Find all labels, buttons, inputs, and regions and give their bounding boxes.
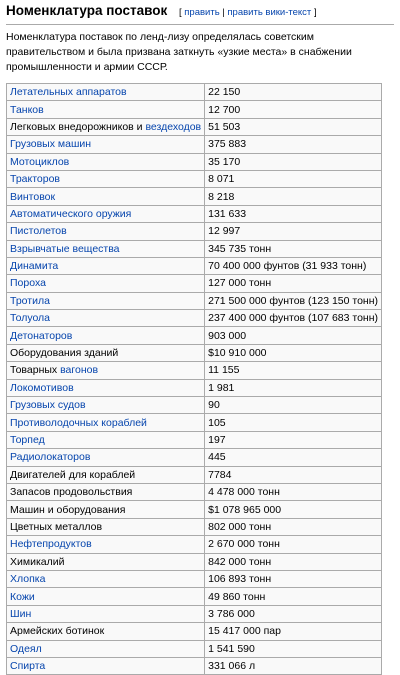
item-name-link[interactable]: Винтовок [10,190,56,203]
item-name-cell [7,483,205,500]
edit-separator: | [222,7,225,18]
item-name-link[interactable]: Радиолокаторов [10,451,91,464]
item-name-link[interactable]: Взрывчатые вещества [10,242,120,255]
item-name-link[interactable]: Толуола [10,312,51,325]
item-name-cell [7,588,205,605]
item-name-cell [7,553,205,570]
item-quantity-cell: 49 860 тонн [205,588,382,605]
item-quantity-cell: 331 066 л [205,657,382,674]
item-quantity-cell: 11 155 [205,362,382,379]
item-quantity-cell: 842 000 тонн [205,553,382,570]
item-name-link[interactable]: Локомотивов [10,381,74,394]
item-name-link[interactable]: Торпед [10,434,45,446]
table-row [7,344,382,361]
table-row [7,397,382,414]
item-name-cell [7,240,205,257]
item-name-cell [7,414,205,431]
item-quantity-cell: $10 910 000 [205,344,382,361]
item-name-cell [7,327,205,344]
item-name-link[interactable]: Одеял [10,642,42,655]
item-name-link[interactable]: Танков [10,103,44,116]
item-name-text: Армейских ботинок [10,625,105,638]
item-quantity-cell: 3 786 000 [205,605,382,622]
item-name-cell [7,397,205,414]
item-name-text: Запасов продовольствия [10,486,133,499]
item-name-cell [7,605,205,622]
item-quantity-cell: 375 883 [205,136,382,153]
item-name-text: Химикалий [10,555,65,568]
item-name-cell [7,362,205,379]
item-name-text: Цветных металлов [10,520,103,533]
item-name-text: Двигателей для кораблей [10,468,136,481]
item-quantity-cell: 12 997 [205,223,382,240]
table-row [7,605,382,622]
item-quantity-cell: 106 893 тонн [205,570,382,587]
item-name-cell [7,257,205,274]
section-title: Номенклатура поставок [6,3,168,18]
item-name-link[interactable]: Хлопка [10,573,46,586]
table-row [7,570,382,587]
table-row [7,414,382,431]
item-name-cell [7,379,205,396]
item-name-cell [7,292,205,309]
item-name-link[interactable]: Грузовых машин [10,138,92,151]
table-row [7,170,382,187]
item-name-link[interactable]: Спирта [10,660,46,673]
table-row [7,431,382,448]
table-row [7,518,382,535]
table-row [7,153,382,170]
item-name-cell [7,449,205,466]
item-name-link[interactable]: Противолодочных кораблей [10,416,147,429]
item-name-link[interactable]: вездеходов [145,120,202,133]
item-name-link[interactable]: Динамита [10,260,59,273]
table-row [7,379,382,396]
item-quantity-cell: 15 417 000 пар [205,623,382,640]
table-row [7,640,382,657]
edit-bracket-close: ] [313,7,317,18]
table-row [7,223,382,240]
item-name-link[interactable]: Нефтепродуктов [10,538,92,551]
item-name-link[interactable]: Летательных аппаратов [10,86,127,99]
table-row [7,536,382,553]
item-name-link[interactable]: Шин [10,607,32,620]
section-heading [6,2,394,25]
item-name-link[interactable]: Тротила [10,294,50,307]
item-quantity-cell: 7784 [205,466,382,483]
item-name-link[interactable]: Автоматического оружия [10,207,132,220]
item-name-cell [7,136,205,153]
table-row [7,483,382,500]
item-name-text: Товарных [10,364,61,377]
item-name-link[interactable]: Пистолетов [10,225,67,238]
item-quantity-cell: 237 400 000 фунтов (107 683 тонн) [205,310,382,327]
item-name-cell [7,501,205,518]
item-name-cell [7,205,205,222]
item-name-cell [7,344,205,361]
item-quantity-cell: 90 [205,397,382,414]
table-row [7,292,382,309]
table-row [7,466,382,483]
item-name-cell [7,657,205,674]
item-name-cell [7,118,205,135]
item-quantity-cell: 22 150 [205,84,382,101]
item-quantity-cell: 197 [205,431,382,448]
item-name-link[interactable]: Пороха [10,277,46,290]
table-row [7,362,382,379]
item-name-cell [7,84,205,101]
table-row [7,257,382,274]
table-row [7,275,382,292]
edit-links [179,7,317,18]
table-row [7,553,382,570]
item-quantity-cell: 12 700 [205,101,382,118]
item-name-link[interactable]: вагонов [60,364,99,377]
item-quantity-cell: 2 670 000 тонн [205,536,382,553]
table-row [7,240,382,257]
item-name-cell [7,640,205,657]
item-name-link[interactable]: Детонаторов [10,329,73,342]
item-quantity-cell: 445 [205,449,382,466]
supply-table-body [7,84,382,675]
supply-table [6,83,382,675]
item-quantity-cell: 35 170 [205,153,382,170]
edit-link[interactable]: править [184,7,220,18]
table-row [7,623,382,640]
intro-paragraph: Номенклатура поставок по ленд-лизу определялась советским правительством и была призвана заткнуть «узкие места» в снабжении промышленности и армии СССР. [6,31,352,73]
item-name-cell [7,536,205,553]
item-quantity-cell: 70 400 000 фунтов (31 933 тонн) [205,257,382,274]
table-row [7,118,382,135]
item-name-cell [7,101,205,118]
item-name-cell [7,431,205,448]
table-row [7,501,382,518]
edit-wikitext-link[interactable]: править вики-текст [227,7,312,18]
item-quantity-cell: 127 000 тонн [205,275,382,292]
item-quantity-cell: 131 633 [205,205,382,222]
item-name-cell [7,623,205,640]
item-name-cell [7,153,205,170]
item-name-text: Легковых внедорожников и [10,120,146,133]
item-name-link[interactable]: Грузовых судов [10,399,86,412]
table-row [7,588,382,605]
item-quantity-cell: 1 541 590 [205,640,382,657]
item-quantity-cell: 345 735 тонн [205,240,382,257]
table-row [7,101,382,118]
item-name-link[interactable]: Тракторов [10,173,61,186]
item-quantity-cell: 8 218 [205,188,382,205]
item-name-link[interactable]: Кожи [10,590,35,603]
item-quantity-cell: 903 000 [205,327,382,344]
item-quantity-cell: 51 503 [205,118,382,135]
edit-bracket-open: [ [179,7,182,18]
table-row [7,205,382,222]
item-name-cell [7,188,205,205]
item-name-link[interactable]: Мотоциклов [10,155,70,168]
item-name-cell [7,275,205,292]
item-name-cell [7,310,205,327]
table-row [7,136,382,153]
item-quantity-cell: 105 [205,414,382,431]
table-row [7,84,382,101]
item-name-cell [7,518,205,535]
item-quantity-cell: $1 078 965 000 [205,501,382,518]
item-quantity-cell: 271 500 000 фунтов (123 150 тонн) [205,292,382,309]
table-row [7,657,382,674]
table-row [7,188,382,205]
item-quantity-cell: 4 478 000 тонн [205,483,382,500]
table-row [7,327,382,344]
item-quantity-cell: 802 000 тонн [205,518,382,535]
item-name-cell [7,223,205,240]
item-name-text: Оборудования зданий [10,347,119,360]
item-name-cell [7,570,205,587]
item-quantity-cell: 8 071 [205,170,382,187]
item-name-cell [7,170,205,187]
table-row [7,449,382,466]
item-name-text: Машин и оборудования [10,503,126,516]
table-row [7,310,382,327]
item-name-cell [7,466,205,483]
item-quantity-cell: 1 981 [205,379,382,396]
